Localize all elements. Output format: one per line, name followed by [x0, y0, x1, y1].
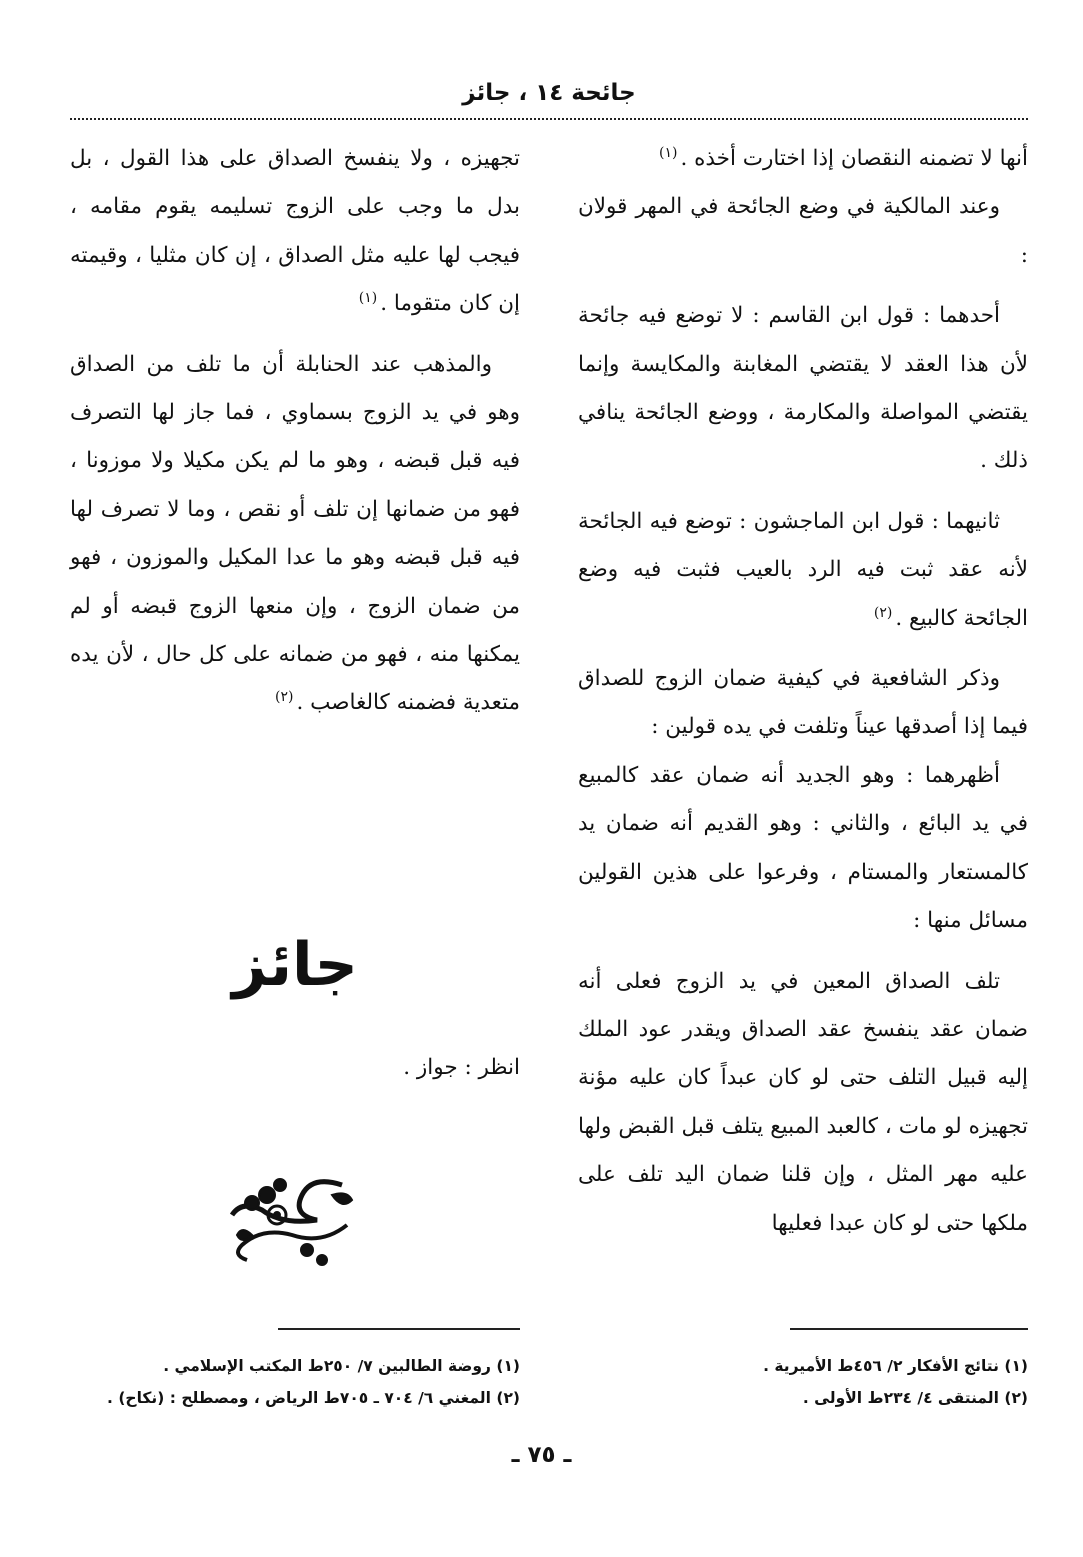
running-header: جائحة ١٤ ، جائز: [462, 80, 636, 106]
right-paragraph-2: وعند المالكية في وضع الجائحة في المهر قولان :: [578, 194, 1028, 268]
footnotes-right: [578, 1350, 1028, 1414]
right-paragraph-5: وذكر الشافعية في كيفية ضمان الزوج للصداق فيما إذا أصدقها عيناً وتلفت في يده قولين :: [578, 666, 1028, 740]
left-paragraph-1: تجهيزه ، ولا ينفسخ الصداق على هذا القول ، بل بدل ما وجب على الزوج تسليمه يقوم مقامه ، فيجب لها عليه مثل الصداق ، إن كان مثليا ، وقيمته إن كان متقوما .$^{(١)}$: [70, 146, 520, 317]
floral-ornament-icon: [222, 1165, 362, 1275]
footnote-rule-right: [790, 1328, 1028, 1330]
right-paragraph-4: ثانيهما : قول ابن الماجشون : توضع فيه الجائحة لأنه عقد ثبت فيه الرد بالعيب فثبت فيه وضع الجائحة كالبيع .$^{(٢)}$: [578, 508, 1028, 631]
footnotes-left: [70, 1350, 520, 1414]
right-paragraph-1: أنها لا تضمنه النقصان إذا اختارت أخذه .$^{(١)}$: [658, 144, 1028, 171]
header-dotted-divider: [70, 118, 1028, 120]
left-column: [70, 135, 520, 728]
right-paragraph-3: أحدهما : قول ابن القاسم : لا توضع فيه جائحة لأن هذا العقد لا يقتضي المغابنة والمكايسة وإنما يقتضي المواصلة والمكارمة ، ووضع الجائحة ينافي ذلك .: [578, 303, 1028, 474]
right-column: [578, 135, 1028, 1248]
left-paragraph-2: والمذهب عند الحنابلة أن ما تلف من الصداق وهو في يد الزوج بسماوي ، فما جاز لها التصرف فيه قبل قبضه ، وهو ما لم يكن مكيلا ولا موزونا ، فهو من ضمانها إن تلف أو نقص ، وما لا تصرف لها فيه قبل قبضه وهو ما عدا المكيل والموزون ، فهو من ضمان الزوج ، وإن منعها الزوج قبضه أو لم يمكنها منه ، فهو من ضمانه على كل حال ، لأن يده متعدية فضمنه كالغاصب .$^{(٢)}$: [70, 351, 520, 716]
page-number: ـ ٧٥ ـ: [511, 1442, 572, 1468]
footnote-item: (١) روضة الطالبين ٧/ ٢٥٠ط المكتب الإسلامي .: [163, 1357, 520, 1375]
footnote-ref[interactable]: (١): [658, 144, 678, 161]
entry-heading: جائز: [232, 930, 358, 1000]
footnote-ref[interactable]: (٢): [873, 604, 893, 621]
right-paragraph-7: تلف الصداق المعين في يد الزوج فعلى أنه ضمان عقد ينفسخ عقد الصداق ويقدر عود الملك إليه قبيل التلف حتى لو كان عبداً كان عليه مؤنة تجهيزه لو مات ، كالعبد المبيع يتلف قبل القبض ولها عليه مهر المثل ، وإن قلنا ضمان اليد تلف على ملكها حتى لو كان عبدا فعليها: [578, 968, 1028, 1236]
footnote-ref[interactable]: (١): [358, 290, 378, 307]
footnote-rule-left: [278, 1328, 520, 1330]
see-also-reference: انظر : جواز .: [403, 1055, 520, 1080]
footnote-item: (١) نتائج الأفكار ٢/ ٤٥٦ط الأميرية .: [763, 1357, 1028, 1375]
footnote-item: (٢) المغني ٦/ ٧٠٤ ـ ٧٠٥ط الرياض ، ومصطلح : (نكاح) .: [107, 1389, 520, 1407]
footnote-item: (٢) المنتقى ٤/ ٢٣٤ط الأولى .: [802, 1389, 1028, 1407]
footnote-ref[interactable]: (٢): [275, 689, 294, 706]
right-paragraph-6: أظهرهما : وهو الجديد أنه ضمان عقد كالمبيع في يد البائع ، والثاني : وهو القديم أنه ضمان يد كالمستعار والمستام ، وفرعوا على هذين القولين مسائل منها :: [578, 762, 1028, 934]
